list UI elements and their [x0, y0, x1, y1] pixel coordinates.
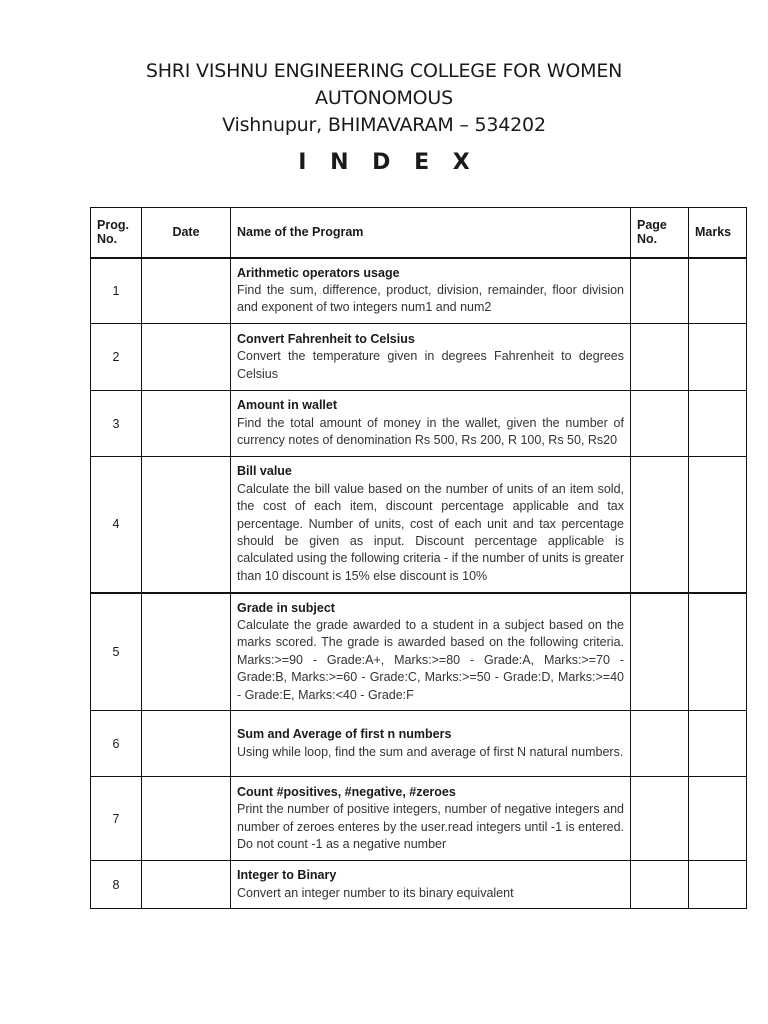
table-row [91, 391, 747, 457]
row-marks [689, 457, 747, 593]
row-prog-no: 2 [91, 324, 142, 391]
college-address: Vishnupur, BHIMAVARAM – 534202 [222, 114, 546, 136]
table-row [91, 593, 747, 711]
row-program [231, 861, 631, 909]
row-date [142, 391, 231, 457]
col-header-page-no: Page No. [631, 208, 689, 258]
program-title: Arithmetic operators usage [237, 265, 400, 280]
row-date [142, 711, 231, 777]
row-program [231, 457, 631, 593]
row-program [231, 391, 631, 457]
row-date [142, 258, 231, 324]
row-marks [689, 777, 747, 861]
program-description: Print the number of positive integers, number of negative integers and number of zeroes enteres by the user.read integers until -1 is entered. Do not count -1 as a negative number [237, 802, 624, 851]
table-row [91, 324, 747, 391]
program-description: Calculate the bill value based on the number of units of an item sold, the cost of each item, discount percentage applicable and tax percentage. Number of units, cost of each unit and tax percentage should be given as input. Discount percentage applicable is calculated using the following criteria - if the number of units is greater than 10 discount is 15% else discount is 10% [237, 481, 624, 583]
program-title: Convert Fahrenheit to Celsius [237, 331, 415, 346]
program-description: Convert the temperature given in degrees Fahrenheit to degrees Celsius [237, 349, 624, 381]
row-prog-no: 3 [91, 391, 142, 457]
index-title: I N D E X [298, 150, 478, 175]
row-date [142, 324, 231, 391]
row-page-no [631, 258, 689, 324]
table-row [91, 457, 747, 593]
row-prog-no: 8 [91, 861, 142, 909]
col-header-name: Name of the Program [231, 208, 631, 258]
row-date [142, 861, 231, 909]
program-title: Amount in wallet [237, 398, 337, 413]
row-marks [689, 711, 747, 777]
program-title: Sum and Average of first n numbers [237, 727, 452, 742]
row-marks [689, 324, 747, 391]
college-status: AUTONOMOUS [315, 87, 453, 109]
row-date [142, 457, 231, 593]
table-row [91, 711, 747, 777]
row-prog-no: 1 [91, 258, 142, 324]
row-page-no [631, 711, 689, 777]
col-header-date: Date [142, 208, 231, 258]
row-page-no [631, 457, 689, 593]
row-marks [689, 258, 747, 324]
row-marks [689, 593, 747, 711]
col-header-marks: Marks [689, 208, 747, 258]
row-prog-no: 4 [91, 457, 142, 593]
table-row [91, 777, 747, 861]
college-name: SHRI VISHNU ENGINEERING COLLEGE FOR WOMEN [145, 60, 623, 82]
row-program [231, 711, 631, 777]
row-page-no [631, 593, 689, 711]
row-program [231, 258, 631, 324]
row-program [231, 777, 631, 861]
col-header-prog-no: Prog. No. [91, 208, 142, 258]
index-table [90, 207, 747, 909]
program-title: Integer to Binary [237, 868, 337, 883]
row-page-no [631, 861, 689, 909]
row-date [142, 593, 231, 711]
program-description: Find the sum, difference, product, division, remainder, floor division and exponent of two integers num1 and num2 [237, 283, 624, 315]
row-prog-no: 7 [91, 777, 142, 861]
row-program [231, 324, 631, 391]
row-page-no [631, 391, 689, 457]
row-page-no [631, 324, 689, 391]
table-row [91, 258, 747, 324]
row-program [231, 593, 631, 711]
program-title: Grade in subject [237, 600, 335, 615]
table-row [91, 861, 747, 909]
row-prog-no: 6 [91, 711, 142, 777]
program-title: Bill value [237, 464, 292, 479]
row-marks [689, 391, 747, 457]
program-description: Find the total amount of money in the wallet, given the number of currency notes of denomination Rs 500, Rs 200, R 100, Rs 50, Rs20 [237, 415, 624, 448]
row-page-no [631, 777, 689, 861]
program-description: Using while loop, find the sum and average of first N natural numbers. [237, 744, 624, 759]
row-prog-no: 5 [91, 593, 142, 711]
row-marks [689, 861, 747, 909]
program-description: Convert an integer number to its binary equivalent [237, 885, 514, 900]
table-header-row [91, 208, 747, 258]
program-title: Count #positives, #negative, #zeroes [237, 784, 456, 799]
program-description: Calculate the grade awarded to a student in a subject based on the marks scored. The grade is awarded based on the following criteria. Marks:>=90 - Grade:A+, Marks:>=80 - Grade:A, Marks:>=70 - Grade:B, Marks:>=60 - Grade:C, Marks:>=50 - Grade:D, Marks:>=40 - Grade:E, Marks:<40 - Grade:F [237, 617, 624, 702]
row-date [142, 777, 231, 861]
document-header [0, 58, 768, 139]
